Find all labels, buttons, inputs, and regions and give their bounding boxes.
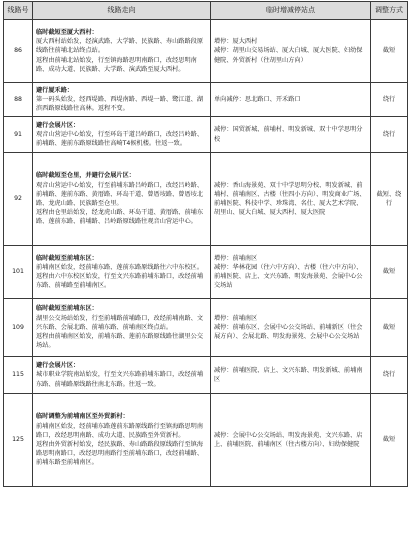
route-direction-text: 厦大西村站始发，经演武路、大学路、民族路、寿山路路段原线路往前埔北站终点站。 — [36, 38, 204, 55]
temporary-stops-cell — [211, 299, 371, 357]
route-direction-cell — [33, 153, 211, 246]
stop-change-text: 减停：会展中心公交场站、明发海景苑、文兴东路、店上、前埔医院、前埔南区（往古楼方向）、妇幼保健院 — [214, 431, 363, 448]
table-row — [4, 153, 408, 246]
stop-change-text: 增停：前埔南区 — [214, 254, 258, 262]
route-direction-text: 城市职业学院南站始发，行至文兴东路前埔东路口，改经前埔东路、前埔路原线路往南北东路。往返一致。 — [36, 371, 204, 388]
route-direction-text: 返程由外贸新村始发，经民族路、寿山路路段原线路行至镇海路思明南路口，改经思明南路行至前埔东路口，改经前埔路、前埔东路至前埔南区。 — [36, 441, 204, 467]
adjustment-type-cell: 绕行 — [371, 357, 408, 394]
stop-change-text: 增停：前埔南区 — [214, 314, 258, 322]
stop-change-text: 减停：香山海景苑、双十中学思明分校、明发新城、前埔村、前埔南区、古楼（往四小方向）、明发商业广场、前埔医院、科技中学、珍珠湾、名仕、厦大艺术学院、胡里山、厦大白城、厦大西村、厦大医院 — [214, 181, 366, 217]
temporary-stops-cell — [211, 83, 371, 117]
stop-change-text: 减停：胡里山交易场站、厦大白城、厦大医院、妇幼保健院、外贸新村（往胡里山方向） — [214, 47, 363, 64]
route-direction-cell — [33, 246, 211, 299]
header-route-number: 线路号 — [4, 2, 33, 20]
route-direction-text: 返程由六中东校区始发，行至文兴东路前埔东路口，改经前埔东路、前埔路至前埔南区。 — [36, 273, 204, 290]
route-adjustment-table — [3, 1, 408, 487]
stop-change-text: 减停：前埔东区、会展中心公交场站、前埔新区（往会展方向）、会展北路、明发海景苑、会展中心公交场站 — [214, 323, 363, 341]
stop-change-text: 减停：国贸新城、前埔村、明发新城、双十中学思明分校 — [214, 126, 363, 143]
temporary-stops-cell — [211, 117, 371, 153]
route-direction-cell — [33, 20, 211, 83]
temporary-stops-cell — [211, 20, 371, 83]
temporary-stops-cell — [211, 357, 371, 394]
table-row — [4, 83, 408, 117]
route-direction-cell — [33, 83, 211, 117]
route-number-cell: 91 — [4, 117, 33, 153]
stop-change-text: 单向减停：思北路口、开禾路口 — [214, 95, 301, 103]
adjustment-type-cell: 截短 — [371, 20, 408, 83]
adjustment-type-cell: 截短 — [371, 246, 408, 299]
route-direction-cell — [33, 394, 211, 487]
route-change-title: 避行会展片区： — [36, 362, 80, 370]
route-change-title: 临时截短至前埔东区： — [36, 254, 98, 262]
route-change-title: 临时截短至仓里，并避行会展片区： — [36, 172, 135, 180]
table-row — [4, 117, 408, 153]
route-number-cell: 86 — [4, 20, 33, 83]
route-number-cell: 125 — [4, 394, 33, 487]
route-change-title: 避行厦禾路： — [36, 86, 74, 94]
route-direction-text: 返程由前埔北站始发，行至镇海路思明南路口，改经思明南路、成功大道、民族路、大学路、演武路至厦大西村。 — [36, 56, 197, 73]
table-row — [4, 246, 408, 299]
header-temporary-stops: 临时增减停站点 — [211, 2, 371, 20]
adjustment-type-cell: 截短 — [371, 394, 408, 487]
stop-change-text: 增停：厦大西村 — [214, 38, 258, 46]
route-number-cell: 109 — [4, 299, 33, 357]
table-row — [4, 394, 408, 487]
route-direction-text: 返程由仓里站始发，经龙虎山路、环岛干道、黄厝路、前埔东路、莲前东路、前埔路、吕岭路原线路往观音山营运中心。 — [36, 209, 204, 226]
stop-change-text: 减停：前埔医院、店上、文兴东路、明发新城、前埔南区 — [214, 366, 363, 383]
adjustment-type-cell: 绕行 — [371, 83, 408, 117]
route-number-cell: 88 — [4, 83, 33, 117]
header-route-direction: 线路走向 — [33, 2, 211, 20]
adjustment-type-cell: 绕行 — [371, 117, 408, 153]
table-body — [4, 20, 408, 487]
stop-change-text: 减停：华林花园（往六中方向）、古楼（往六中方向）、前埔医院、店上、文兴东路、明发海景苑、会展中心公交场站 — [214, 263, 363, 290]
temporary-stops-cell — [211, 246, 371, 299]
route-direction-cell — [33, 357, 211, 394]
route-direction-cell — [33, 299, 211, 357]
route-direction-text: 湖里公交场站始发，行至前埔路前埔路口，改经前埔南路、文兴东路、会展北路、前埔东路、前埔南区终点站。 — [36, 314, 204, 331]
route-direction-text: 观音山营运中心始发，行至前埔东路吕岭路口，改经吕岭路、前埔路、莲前东路、黄厝路、环岛干道、曾厝垵路、曾厝垵北路、龙虎山路、民族路至仓里。 — [36, 181, 204, 207]
header-adjustment-type: 调整方式 — [371, 2, 408, 20]
route-number-cell: 115 — [4, 357, 33, 394]
route-change-title: 临时调整为前埔南区至外贸新村： — [36, 413, 129, 421]
route-change-title: 临时截短至厦大西村： — [36, 28, 98, 36]
route-direction-text: 返程由前埔南区始发，前埔东路、莲前东路原线路往湖里公交场站。 — [36, 333, 204, 350]
route-number-cell: 92 — [4, 153, 33, 246]
table-row — [4, 299, 408, 357]
temporary-stops-cell — [211, 153, 371, 246]
route-direction-text: 观音山营运中心始发，行至环岛干道吕岭路口，改经吕岭路、前埔路、莲前东路原线路往高崎T4候机楼。往返一致。 — [36, 130, 204, 148]
table-row — [4, 357, 408, 394]
route-change-title: 临时截短至前埔东区： — [36, 305, 98, 313]
route-direction-text: 前埔南区始发，经前埔东路莲前东路原线路行至镇海路思明南路口，改经思明南路、成功大道、民族路至外贸新村。 — [36, 422, 204, 439]
adjustment-type-cell: 截短、绕行 — [371, 153, 408, 246]
table-row — [4, 20, 408, 83]
route-direction-text: 第一码头始发，经西堤路、西堤南路、西堤一路、鹭江道、湖滨西路原线路往高林。返程不变。 — [36, 95, 204, 113]
temporary-stops-cell — [211, 394, 371, 487]
route-change-title: 避行会展片区： — [36, 121, 80, 129]
adjustment-type-cell: 截短 — [371, 299, 408, 357]
route-number-cell: 101 — [4, 246, 33, 299]
route-direction-text: 前埔南区始发，经前埔东路、莲前东路原线路往六中东校区。 — [36, 263, 204, 271]
table-header-row — [4, 2, 408, 20]
route-direction-cell — [33, 117, 211, 153]
